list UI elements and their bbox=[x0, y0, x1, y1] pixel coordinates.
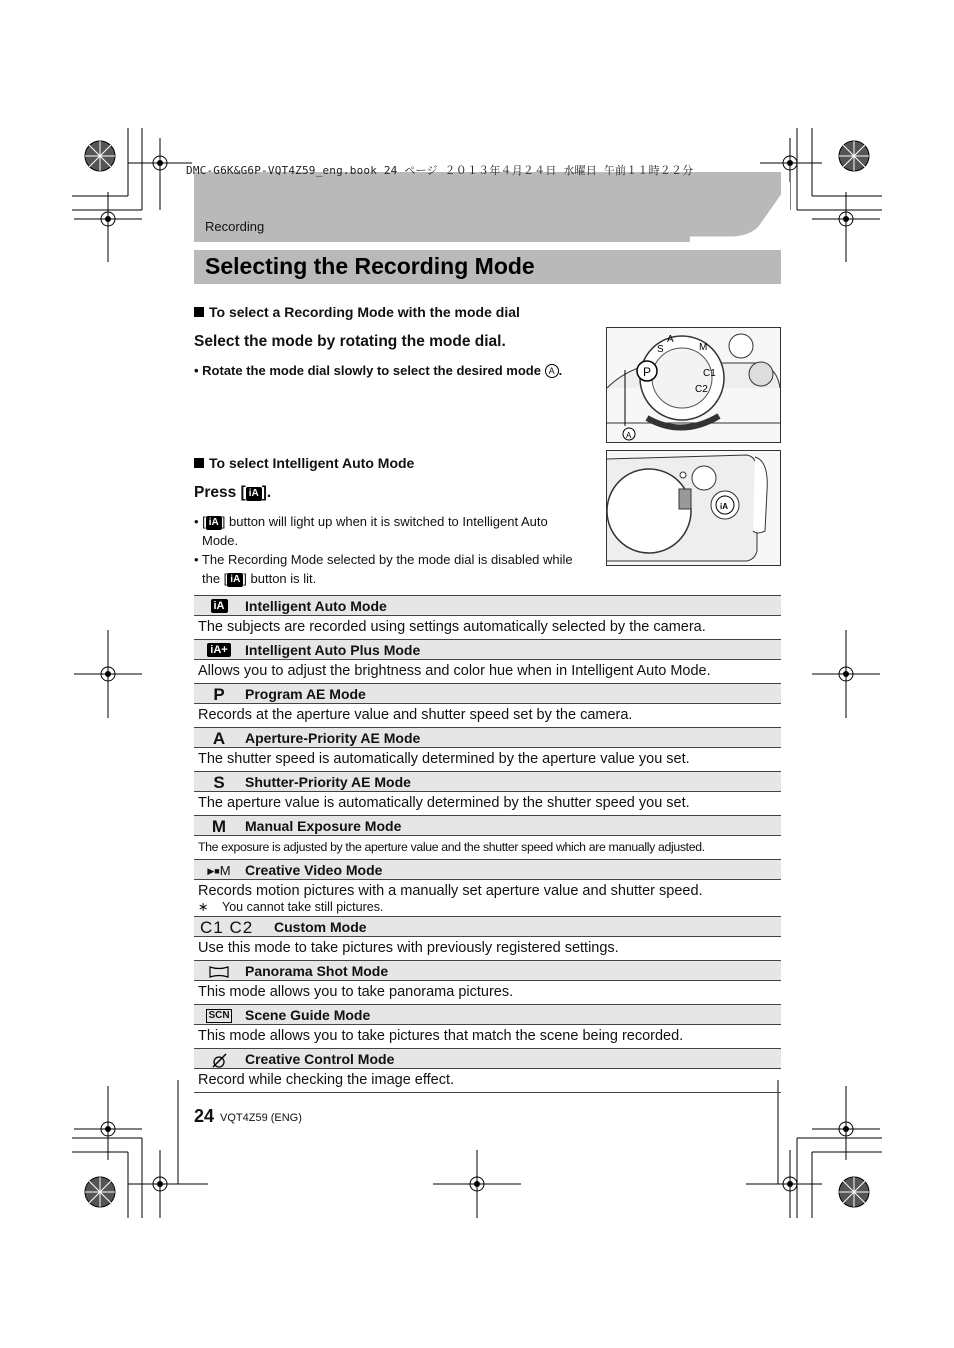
manual-exposure-icon: M bbox=[211, 817, 227, 836]
svg-text:C1: C1 bbox=[703, 368, 716, 379]
mode-label: Custom Mode bbox=[274, 919, 367, 935]
mode-row-header bbox=[194, 639, 781, 660]
mode-row-header bbox=[194, 960, 781, 981]
program-ae-icon: P bbox=[213, 685, 225, 704]
mode-row-header bbox=[194, 916, 781, 937]
ia-heading-text: To select Intelligent Auto Mode bbox=[209, 455, 415, 471]
svg-text:iA: iA bbox=[720, 502, 728, 511]
mode-description bbox=[194, 1025, 781, 1048]
svg-text:S: S bbox=[657, 344, 664, 355]
custom-mode-icon: C1 C2 bbox=[200, 918, 254, 937]
ia-note-1-cont: Mode. bbox=[202, 533, 239, 548]
mode-description-text: This mode allows you to take pictures that match the scene being recorded. bbox=[198, 1028, 684, 1044]
creative-control-icon bbox=[200, 1049, 238, 1070]
ia-button-icon: iA bbox=[246, 487, 262, 501]
mode-label: Scene Guide Mode bbox=[245, 1007, 371, 1023]
square-bullet-icon bbox=[194, 458, 204, 468]
doc-code: VQT4Z59 (ENG) bbox=[220, 1112, 302, 1124]
mode-label: Manual Exposure Mode bbox=[245, 818, 402, 834]
ia-button-icon: iA bbox=[206, 516, 222, 530]
ia-notes bbox=[194, 512, 599, 588]
svg-text:A: A bbox=[626, 431, 632, 440]
mode-label: Intelligent Auto Mode bbox=[245, 598, 387, 614]
aperture-priority-icon: A bbox=[212, 729, 226, 748]
press-end: ]. bbox=[261, 484, 272, 501]
mode-label: Aperture-Priority AE Mode bbox=[245, 730, 421, 746]
svg-text:C2: C2 bbox=[695, 384, 708, 395]
mode-description-text: The subjects are recorded using settings automatically selected by the camera. bbox=[198, 619, 706, 635]
dial-bullet-text: • Rotate the mode dial slowly to select the desired mode bbox=[194, 363, 541, 378]
panorama-icon bbox=[200, 961, 238, 982]
ia-button-icon: iA bbox=[227, 573, 243, 587]
ia-button-illustration bbox=[606, 450, 781, 566]
mode-row-header bbox=[194, 595, 781, 616]
mode-description-text: Records motion pictures with a manually set aperture value and shutter speed. bbox=[198, 883, 703, 899]
mode-description bbox=[194, 836, 781, 859]
mode-description bbox=[194, 981, 781, 1004]
page-title: Selecting the Recording Mode bbox=[205, 253, 535, 279]
mode-description-text: Records at the aperture value and shutter speed set by the camera. bbox=[198, 707, 633, 723]
mode-description bbox=[194, 1069, 781, 1092]
mode-dial-illustration bbox=[606, 327, 781, 443]
mode-description-text: Use this mode to take pictures with previously registered settings. bbox=[198, 940, 619, 956]
mode-description-text: Allows you to adjust the brightness and color hue when in Intelligent Auto Mode. bbox=[198, 663, 711, 679]
asterisk-mark: ∗ bbox=[198, 900, 209, 914]
mode-description bbox=[194, 880, 781, 916]
mode-row-header bbox=[194, 683, 781, 704]
mode-description bbox=[194, 660, 781, 683]
mode-description bbox=[194, 937, 781, 960]
mode-description-text: Record while checking the image effect. bbox=[198, 1072, 455, 1088]
press-label: Press [ bbox=[194, 484, 246, 501]
scene-guide-icon: SCN bbox=[208, 1010, 230, 1021]
page-number: 24 bbox=[194, 1106, 215, 1126]
shutter-priority-icon: S bbox=[213, 773, 225, 792]
mode-row-header bbox=[194, 1004, 781, 1025]
mode-note-text: You cannot take still pictures. bbox=[222, 900, 384, 914]
ia-note-1: • [ iA ] button will light up when it is switched to Intelligent Auto bbox=[194, 514, 548, 529]
press-instruction bbox=[194, 484, 271, 502]
table-bottom-rule bbox=[194, 1092, 781, 1093]
mode-row-header bbox=[194, 1048, 781, 1069]
ia-note-2: • The Recording Mode selected by the mode dial is disabled while bbox=[194, 552, 573, 567]
mode-label: Creative Control Mode bbox=[245, 1051, 395, 1067]
header-curve bbox=[690, 168, 790, 248]
ia-note-2-cont: the [ iA ] button is lit. bbox=[202, 571, 317, 586]
mode-note bbox=[198, 900, 781, 914]
mode-description bbox=[194, 616, 781, 639]
mode-row-header bbox=[194, 859, 781, 880]
square-bullet-icon bbox=[194, 307, 204, 317]
svg-text:P: P bbox=[643, 365, 652, 379]
mode-label: Shutter-Priority AE Mode bbox=[245, 774, 411, 790]
mode-description bbox=[194, 792, 781, 815]
creative-video-icon: ▶■M bbox=[207, 863, 231, 878]
mode-description-text: This mode allows you to take panorama pictures. bbox=[198, 984, 514, 1000]
dial-instruction: Select the mode by rotating the mode dial. bbox=[194, 333, 506, 350]
mode-description-text: The exposure is adjusted by the aperture value and the shutter speed which are manually adjusted. bbox=[198, 840, 705, 854]
mode-description bbox=[194, 704, 781, 727]
mode-table bbox=[194, 595, 781, 1093]
mode-row-header bbox=[194, 815, 781, 836]
mode-label: Program AE Mode bbox=[245, 686, 366, 702]
intelligent-auto-icon: iA bbox=[200, 596, 238, 617]
svg-text:A: A bbox=[667, 334, 674, 345]
book-line: DMC-G6K&G6P-VQT4Z59_eng.book 24 ページ ２０１３年４月２４日 水曜日 午前１１時２２分 bbox=[186, 164, 694, 177]
dial-bullet: • Rotate the mode dial slowly to select the desired mode A . bbox=[194, 363, 563, 378]
dial-heading bbox=[194, 304, 520, 320]
mode-row-header bbox=[194, 771, 781, 792]
mode-description-text: The aperture value is automatically determined by the shutter speed you set. bbox=[198, 795, 690, 811]
mode-description-text: The shutter speed is automatically determined by the aperture value you set. bbox=[198, 751, 690, 767]
mode-label: Panorama Shot Mode bbox=[245, 963, 389, 979]
svg-text:M: M bbox=[699, 342, 708, 353]
mode-description bbox=[194, 748, 781, 771]
intelligent-auto-plus-icon: iA+ bbox=[200, 640, 238, 661]
section-label: Recording bbox=[205, 219, 265, 234]
mode-row-header bbox=[194, 727, 781, 748]
mode-label: Creative Video Mode bbox=[245, 862, 383, 878]
dial-heading-text: To select a Recording Mode with the mode dial bbox=[209, 304, 520, 320]
mode-label: Intelligent Auto Plus Mode bbox=[245, 642, 421, 658]
marker-a-icon: A bbox=[545, 364, 559, 378]
ia-heading bbox=[194, 455, 414, 471]
